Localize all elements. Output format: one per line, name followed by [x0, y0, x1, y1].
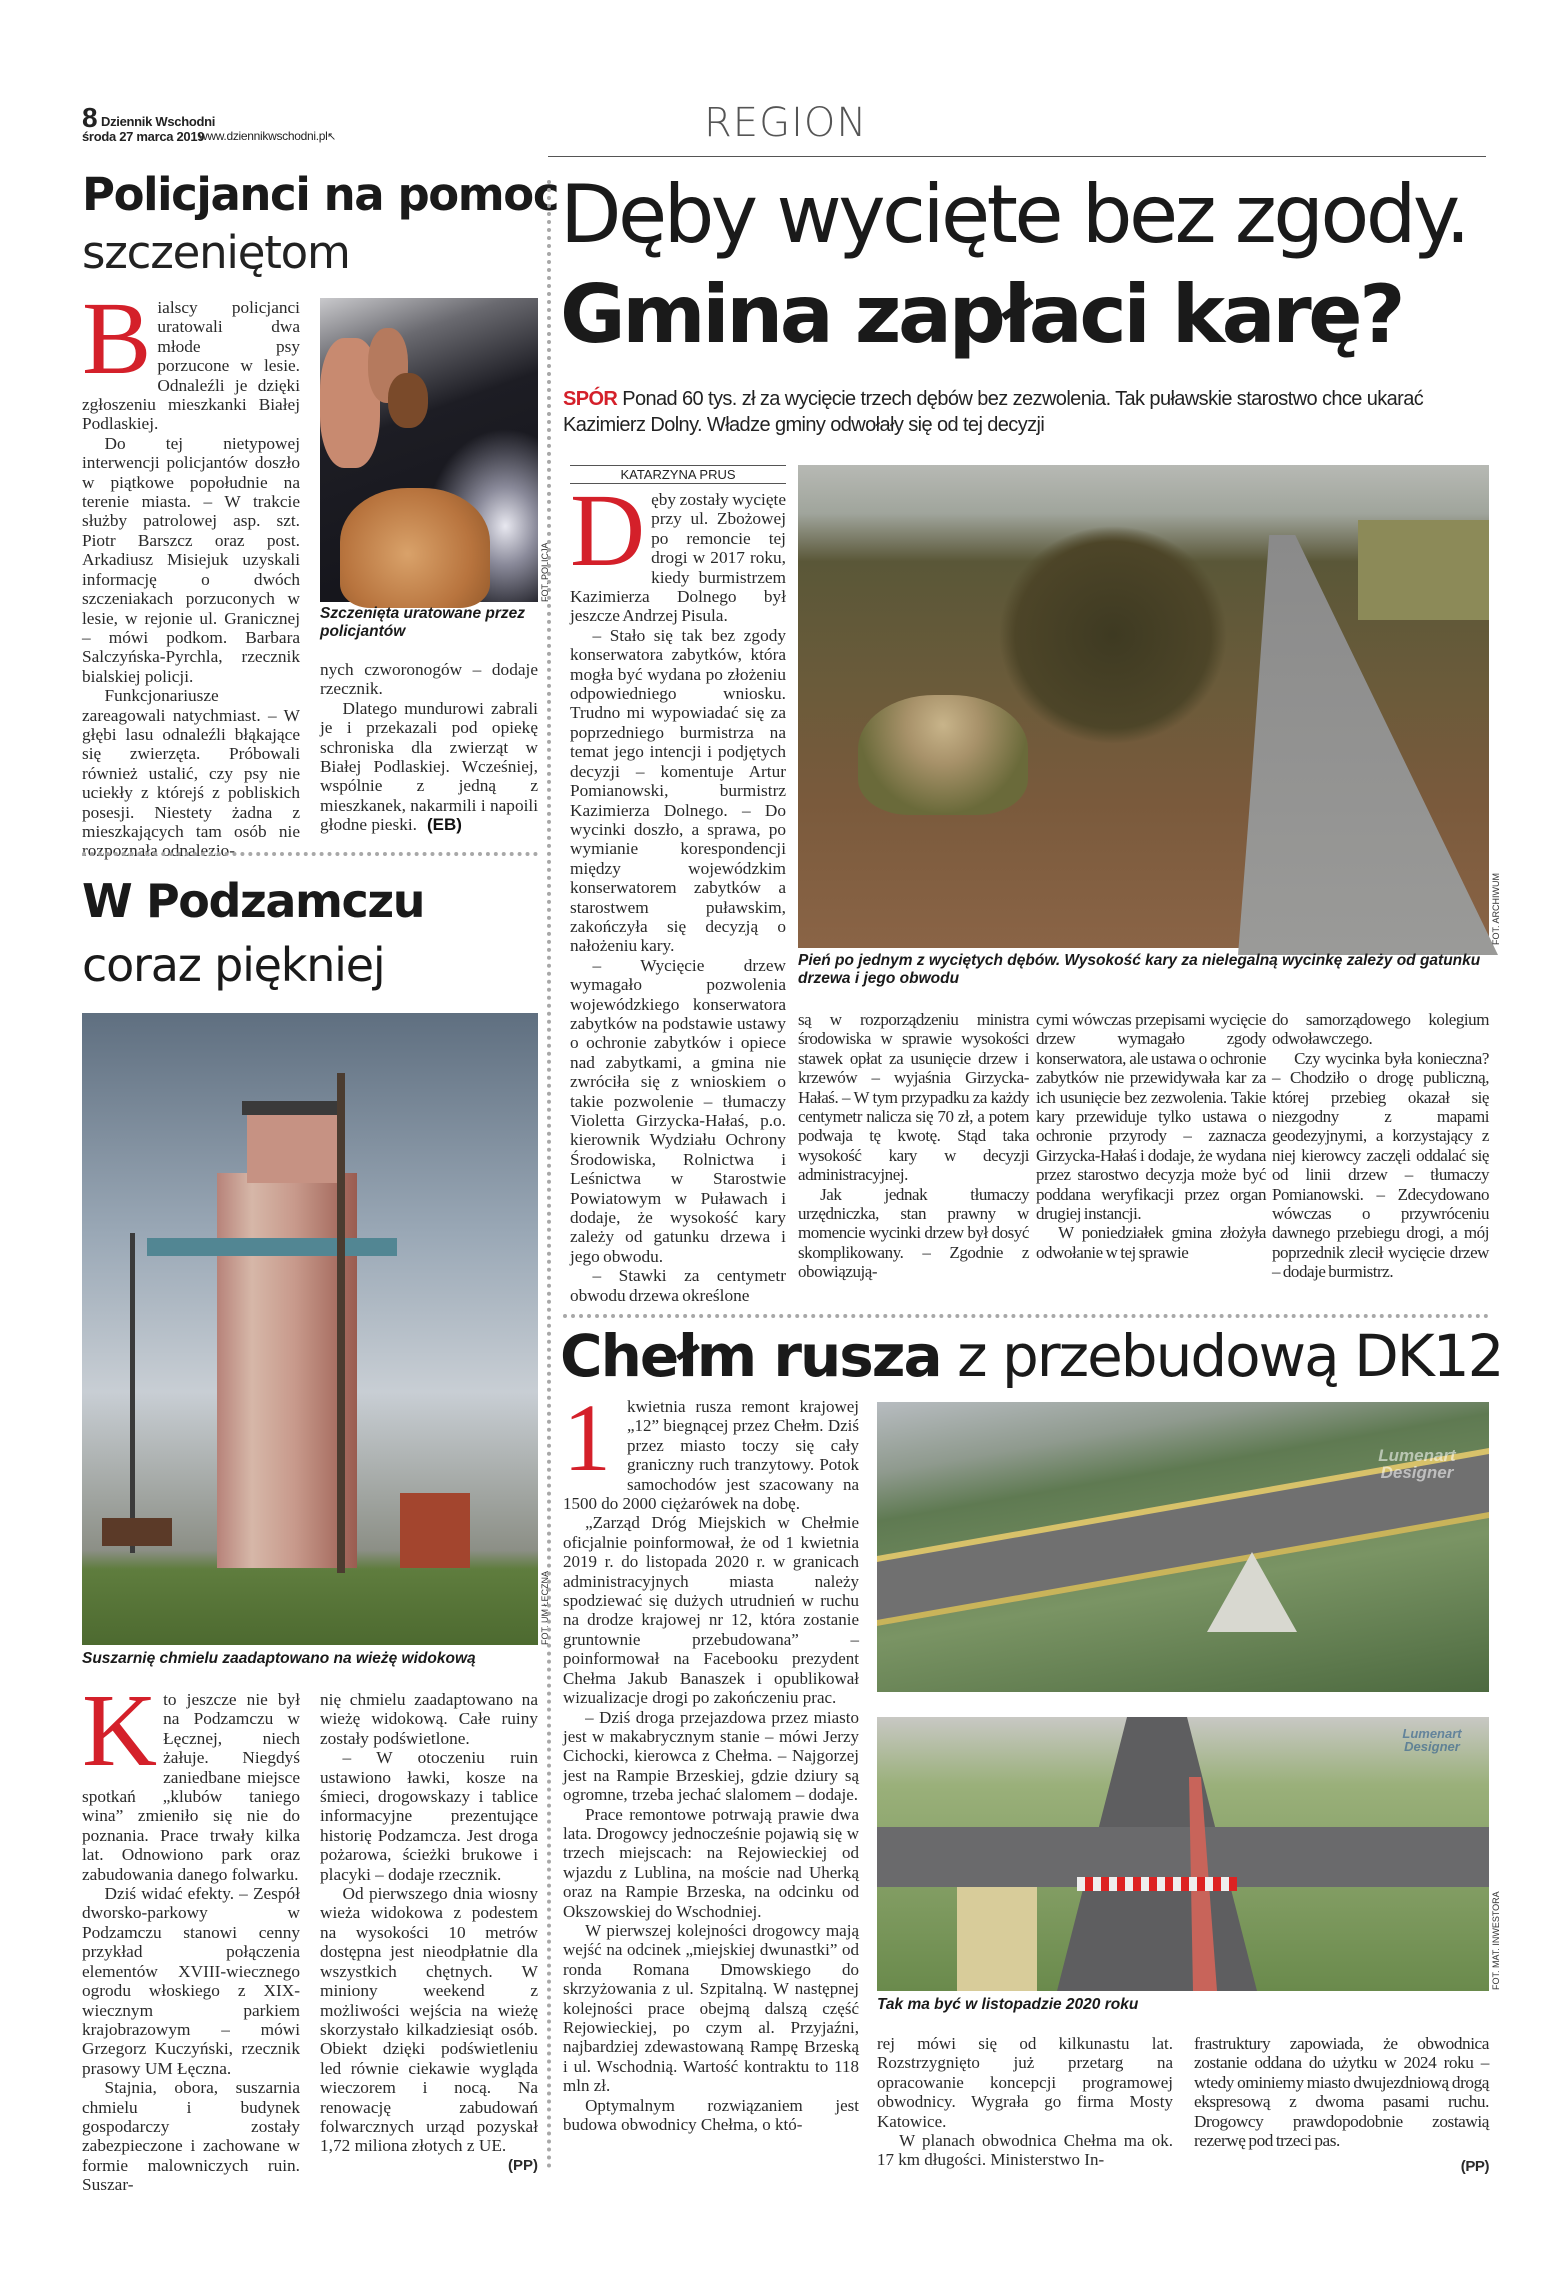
police-photo-credit: FOT. POLICJA [540, 542, 550, 602]
sidewalk [957, 1887, 1037, 1991]
paragraph [563, 1805, 859, 1921]
author-name: KATARZYNA PRUS [620, 467, 736, 482]
intersection-visualization [877, 1717, 1489, 1991]
paragraph [320, 1884, 538, 2156]
dropcap: K [82, 1673, 158, 1788]
paragraph-text: Funkcjonariusze zareagowali natychmiast. – W głębi lasu odnaleźli błąkające się zwierzęta. Próbowali również ustalić, czy psy nie uciekły z którejś z pobliskich posesji. Niestety żadna z mieszkających tam osób nie rozpoznała odnalezio- [82, 686, 300, 861]
paragraph [563, 2096, 859, 2135]
oaks-column-3 [1036, 1010, 1266, 1300]
paragraph-text: – Wycięcie drzew wymagało pozwolenia wojewódzkiego konserwatora zabytków na podstawie ustawy o ochronie zabytków i opiece nad zabytkami, a gmina nie zwróciła się z wnioskiem o takie pozwolenie – tłumaczy Violetta Girzycka-Hałaś, p.o. kierownik Wydziału Ochrony Środowiska, Rolnictwa i Leśnictwa w Starostwie Powiatowym w Puławach i dodaje, że wysokość kary zależy od gatunku drzewa i jego obwodu. [570, 955, 786, 1266]
street-lamp [130, 1233, 135, 1553]
lead-text: Ponad 60 tys. zł za wycięcie trzech dębów bez zezwolenia. Tak puławskie starostwo chce ukarać Kazimierz Dolny. Władze gminy odwołały się od tej decyzji [563, 388, 1424, 436]
author-signature: (EB) [426, 815, 462, 835]
paragraph-text: Dziś widać efekty. – Zespół dworsko-parkowy w Podzamczu stanowi cenny przykład połączenia elementów XVIII-wiecznego ogrodu włoskiego z XIX-wiecznym parkiem krajobrazowym – mówi Grzegorz Kuczyński, rzecznik prasowy UM Łęczna. [82, 1884, 300, 2078]
police-photo-caption: Szczenięta uratowane przez policjantów [320, 605, 526, 640]
oaks-photo-caption: Pień po jednym z wyciętych dębów. Wysokość kary za nielegalną wycinkę zależy od gatunku drzewa i jego obwodu [798, 952, 1481, 987]
park-bench [102, 1518, 172, 1546]
chelm-column-1 [563, 1384, 859, 2173]
dropcap: D [570, 473, 646, 588]
paragraph [1036, 1223, 1266, 1262]
chelm-headline-light: z przebudową DK12 [957, 1322, 1503, 1390]
oaks-headline-line1: Dęby wycięte bez zgody. [560, 168, 1468, 261]
author-signature: (PP) [508, 2156, 538, 2174]
paragraph [877, 2131, 1173, 2170]
oaks-headline-line2: Gmina zapłaci karę? [560, 268, 1403, 361]
paragraph-text: cymi wówczas przepisami wycięcie drzew wymagało zgody konserwatora, ale ustawa o ochronie zabytków nie przewidywała kar za ich usunięcie bez zezwolenia. Takie kary przewiduje tylko ustawa o ochronie przyrody – zaznacza Girzycka-Hałaś i dodaje, że wydana przez starostwo decyzja może być poddana weryfikacji przez organ drugiej instancji. [1036, 1010, 1266, 1224]
paragraph-text: ialscy policjanci uratowali dwa młode psy porzucone w lesie. Odnaleźli je dzięki zgłoszeniu mieszkanki Białej Podlaskiej. [82, 298, 300, 434]
bridge-visualization [877, 1402, 1489, 1692]
section-divider [82, 852, 538, 856]
podzamcze-photo-credit: FOT. UM ŁĘCZNA [540, 1570, 550, 1645]
paragraph [798, 1185, 1029, 1282]
paragraph-text: Prace remontowe potrwają prawie dwa lata. Drogowcy jednocześnie pojawią się w trzech miejscach: na Rejowieckiej od wjazdu z Lublina, na moście nad Uherką oraz na Rampie Brzeska, na odcinku od Okszowskiej do Wschodniej. [563, 1804, 859, 1921]
bushes [998, 525, 1228, 745]
tower-top [247, 1113, 337, 1183]
paragraph [82, 1884, 300, 2078]
dropcap: B [82, 281, 152, 396]
chelm-column-3 [1194, 2034, 1489, 2174]
paragraph-text: Dlatego mundurowi zabrali je i przekazali pod opiekę schroniska dla zwierząt w Białej Podlaskiej. Wcześniej, wspólnie z jedną z mieszkanek, nakarmili i napoili głodne pieski. [320, 698, 538, 835]
paragraph-text: Optymalnym rozwiązaniem jest budowa obwodnicy Chełma, o któ- [563, 2095, 859, 2135]
police-column-2 [320, 660, 538, 848]
paragraph [570, 956, 786, 1267]
paragraph-text: ęby zostały wycięte przy ul. Zbożowej po remoncie tej drogi w 2017 roku, kiedy burmistrzem Kazimierza Dolnego był jeszcze Andrzej Pisula. [570, 490, 786, 626]
police-puppies-photo [320, 298, 538, 602]
paragraph-text: Czy wycinka była konieczna? – Chodziło o drogę publiczną, której przebieg okazał się niezgodny z mapami geodezyjnymi, a korzystający z niej kierowcy zaczęli oddalać się od linii drzew – tłumaczy Pomianowski. – Zdecydowano wówczas o przywróceniu dawnego przebiegu drogi, a mój poprzednik zlecił wycięcie drzew – dodaje burmistrz. [1272, 1048, 1489, 1282]
paragraph-text: to jeszcze nie był na Podzamczu w Łęcznej, niech żałuje. Niegdyś zaniedbane miejsce spotkań „klubów taniego wina” zmieniło się nie do poznania. Prace trwały kilka lat. Odnowiono park oraz zabudowania danego folwarku. [82, 1690, 300, 1884]
police-headline-light: szczeniętom [82, 226, 350, 279]
paragraph-text: do samorządowego kolegium odwoławczego. [1272, 1010, 1489, 1049]
paragraph [1272, 1010, 1489, 1049]
paragraph [1272, 1049, 1489, 1282]
dropcap: 1 [563, 1384, 611, 1491]
podzamcze-column-2 [320, 1690, 538, 2174]
issue-date: środa 27 marca 2019 [82, 129, 205, 144]
page-header [82, 100, 1486, 160]
paper-name: Dziennik Wschodni [101, 114, 216, 129]
paragraph [320, 1690, 538, 1748]
paragraph [877, 2034, 1173, 2131]
watchtower-photo [82, 1013, 538, 1645]
lead-tag: SPÓR [563, 388, 618, 410]
small-puppy [388, 373, 428, 428]
paragraph-text: rej mówi się od kilkunastu lat. Rozstrzygnięto już przetarg na opracowanie koncepcji programowej obwodnicy. Wygrała go firma Mosty Katowice. [877, 2034, 1173, 2131]
paragraph [563, 1921, 859, 2096]
oaks-lead [563, 386, 1493, 438]
paragraph-text: nię chmielu zaadaptowano na wieżę widokową. Całe ruiny zostały podświetlone. [320, 1690, 538, 1748]
crosswalk [1077, 1877, 1237, 1891]
paragraph-text: nych czworonogów – dodaje rzecznik. [320, 660, 538, 699]
paragraph-text: Stajnia, obora, suszarnia chmielu i budynek gospodarczy zostały zabezpieczone i zachowane w formie malowniczych ruin. Suszar- [82, 2078, 300, 2195]
watermark: Lumenart Designer [1402, 1726, 1462, 1754]
paragraph [320, 660, 538, 699]
paragraph-text: frastruktury zapowiada, że obwodnica zostanie oddana do użytku w 2024 roku – wtedy ominiemy miasto dwujezdniową drogą ekspresową z dwoma pasami ruchu. Drogowcy prawdopodobnie zostawią rezerwę pod trzeci pas. [1194, 2034, 1489, 2151]
paragraph-text: Od pierwszego dnia wiosny wieża widokowa z podestem na wysokości 10 metrów dostępna jest nieodpłatnie dla wszystkich chętnych. W miniony weekend z możliwości wejścia na wieżę skorzystało kilkadziesiąt osób. Obiekt dzięki podświetleniu led równie ciekawie wygląda wieczorem i nocą. Na renowację zabudowań folwarcznych urząd pozyskał 1,72 miliona złotych z UE. [320, 1884, 538, 2156]
chelm-photo-credit: FOT. MAT. INWESTORA [1491, 1891, 1501, 1990]
paragraph-text: W poniedziałek gmina złożyła odwołanie w tej sprawie [1036, 1223, 1266, 1262]
header-rule [548, 156, 1486, 157]
oaks-column-2 [798, 1010, 1029, 1300]
chelm-headline [560, 1322, 1503, 1390]
oaks-photo-credit: FOT. ARCHIWUM [1491, 873, 1501, 945]
podzamcze-column-1 [82, 1673, 300, 2195]
paragraph [1036, 1010, 1266, 1223]
paragraph-text: – Stało się tak bez zgody konserwatora zabytków, która mogła być wydana po złożeniu odpowiedniego wniosku. Trudno mi wypowiadać się za poprzedniego burmistrza na temat jego intencji i podjętych decyzji – komentuje Artur Pomianowski, burmistrz Kazimierza Dolnego. – Do wycinki doszło, a sprawa, po wymianie korespondencji między wojewódzkim konserwatorem zabytków a starostwem puławskim, zakończyła się decyzją o nałożeniu kary. [570, 625, 786, 956]
tower-platform [147, 1238, 397, 1256]
tree-stump-photo [798, 465, 1489, 948]
paragraph [82, 2078, 300, 2194]
chelm-column-2 [877, 2034, 1173, 2170]
brick-wall [400, 1493, 470, 1568]
paragraph [320, 699, 538, 835]
column-divider [547, 180, 551, 2170]
podzamcze-photo-caption: Suszarnię chmielu zaadaptowano na wieżę widokową [82, 1650, 476, 1667]
paragraph-text: Do tej nietypowej interwencji policjantów doszło w piątkowe popołudnie na terenie miasta. – W trakcie służby patrolowej asp. szt. Piotr Barszcz oraz post. Arkadiusz Misiejuk uzyskali informację o dwóch szczeniakach porzuconych w lesie, w rejonie ul. Granicznej – mówi podkom. Barbara Salczyńska-Pyrchla, rzecznik bialskiej policji. [82, 433, 300, 686]
paragraph-text: – Dziś droga przejazdowa przez miasto jest w makabrycznym stanie – mówi Jerzy Cichocki, kierowca z Chełma. – Najgorzej jest na Rampie Brzeskiej, gdzie dziury są ogromne, trzeba jechać slalomem – dodaje. [563, 1707, 859, 1805]
police-column-1 [82, 281, 300, 861]
paragraph-text: „Zarząd Dróg Miejskich w Chełmie oficjalnie poinformował, że od 1 kwietnia 2019 r. do listopada 2020 r. w granicach administracyjnych miasta należy spodziewać się dużych utrudnień w ruchu na drodze krajowej nr 12, która zostanie gruntownie przebudowana” – poinformował na Facebooku prezydent Chełma Jakub Banaszek i opublikował wizualizacje drogi po zakończeniu prac. [563, 1513, 859, 1708]
author-signature: (PP) [1460, 2158, 1489, 2176]
tower-body [217, 1173, 357, 1568]
paragraph-text: są w rozporządzeniu ministra środowiska w sprawie wysokości stawek opłat za usunięcie drzew i krzewów – wyjaśnia Girzycka-Hałaś. – W tym przypadku za każdy centymetr nalicza się 70 zł, a potem podwaja tę kwotę. Stąd taka wysokość kary w decyzji administracyjnej. [798, 1010, 1029, 1185]
chelm-photo-caption: Tak ma być w listopadzie 2020 roku [877, 1996, 1139, 2013]
paragraph [563, 1513, 859, 1707]
paragraph-text: W pierwszej kolejności drogowcy mają wejść na odcinek „miejskiej dwunastki” od ronda Romana Dmowskiego do skrzyżowania z ul. Szpitalną. W następnej kolejności prace obejmą dalszą część Rejowieckiej, po czym al. Przyjaźni, najbardziej zdewastowaną Rampę Brzeską i ul. Wschodnią. Wartość kontraktu to 118 mln zł. [563, 1920, 859, 2096]
tower-roof [242, 1101, 342, 1115]
watermark: Lumenart Designer [1378, 1446, 1456, 1482]
paragraph-text: Jak jednak tłumaczy urzędniczka, stan prawny w momencie wycinki drzew był dosyć skomplikowany. – Zgodnie z obowiązują- [798, 1184, 1029, 1282]
cursor-icon: ↖ [327, 131, 337, 143]
paragraph [798, 1010, 1029, 1185]
paragraph-text: kwietnia rusza remont krajowej „12” biegnącej przez Chełm. Dziś przez miasto toczy się cały graniczny ruch tranzytowy. Potok samochodów jest szacowany na 1500 do 2000 ciężarówek na dobę. [563, 1397, 859, 1514]
police-headline-bold: Policjanci na pomoc [82, 168, 559, 221]
paragraph-text: – W otoczeniu ruin ustawiono ławki, kosze na śmieci, drogowskazy i tablice informacyjne prezentujące historię Podzamcza. Jest droga pożarowa, ścieżki brukowe i placyki – dodaje rzecznik. [320, 1748, 538, 1884]
podzamcze-headline-bold: W Podzamczu [82, 874, 425, 928]
paragraph [82, 686, 300, 861]
page-number: 8 [82, 102, 98, 133]
section-divider [563, 1314, 1489, 1318]
section-title: REGION [704, 100, 868, 146]
paragraph [82, 434, 300, 686]
field [1358, 520, 1489, 620]
oaks-column-4 [1272, 1010, 1489, 1300]
paragraph-text: W planach obwodnica Chełma ma ok. 17 km długości. Ministerstwo In- [877, 2131, 1173, 2170]
tree-trunk [337, 1073, 345, 1573]
podzamcze-headline-light: coraz piękniej [82, 938, 385, 992]
paragraph [563, 1708, 859, 1805]
paragraph [320, 1748, 538, 1884]
large-puppy [340, 488, 490, 608]
website-link[interactable]: www.dziennikwschodni.pl [199, 129, 328, 143]
paragraph [1194, 2034, 1489, 2150]
paragraph [570, 626, 786, 956]
paragraph-text: – Stawki za centymetr obwodu drzewa określone [570, 1266, 786, 1305]
paragraph [570, 1266, 786, 1305]
chelm-headline-bold: Chełm rusza [560, 1322, 941, 1390]
